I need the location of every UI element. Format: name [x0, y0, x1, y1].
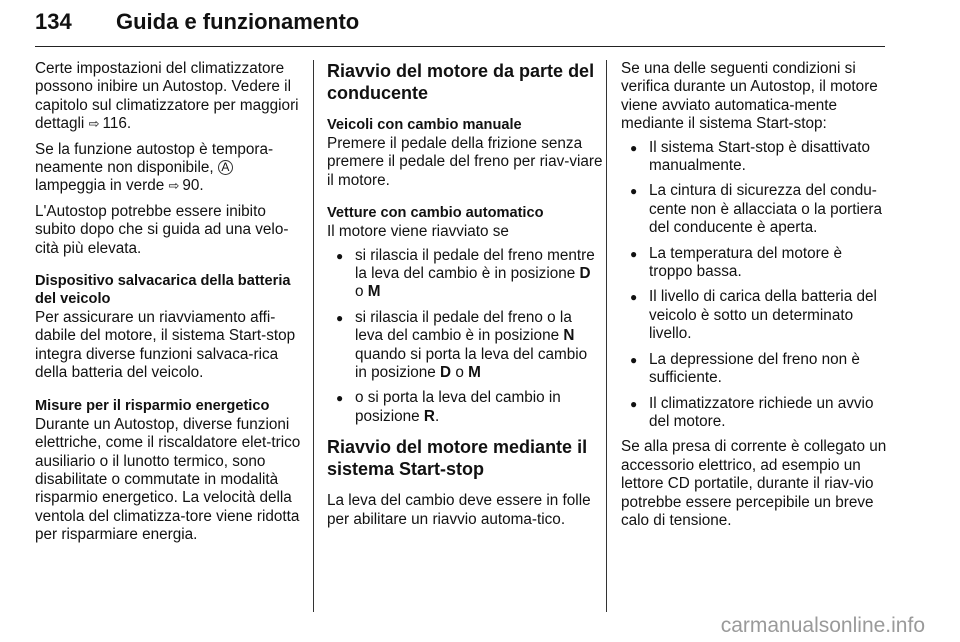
subheading-battery-saver: Dispositivo salvacarica della batteria del veicolo	[35, 273, 291, 308]
paragraph	[35, 141, 303, 196]
text: si rilascia il pedale del freno o la leva del cambio è in posizione	[355, 308, 572, 345]
watermark: carmanualsonline.info	[720, 614, 925, 637]
autostop-icon: A	[218, 160, 233, 175]
page-header	[35, 6, 885, 47]
column-divider	[606, 60, 607, 612]
gear-label: N	[563, 327, 575, 345]
page-number: 134	[35, 9, 72, 34]
list-item: ● Il sistema Start-stop è disattivato manualmente.	[621, 139, 889, 176]
list-item	[327, 389, 603, 426]
page-title: Guida e funzionamento	[116, 9, 360, 34]
paragraph: Durante un Autostop, diverse funzioni elettriche, come il riscaldatore elet-trico ausiliario o il lunotto termico, sono disabilitate o commutate in modalità risparmio energetico. La velocità della ventola del climatizza-tore viene ridotta per risparmiare energia.	[35, 415, 301, 544]
list-item	[327, 247, 603, 302]
paragraph: Se alla presa di corrente è collegato un accessorio elettrico, ad esempio un lettore CD portatile, durante il riav-vio potrebbe essere percepibile un breve calo di tensione.	[621, 438, 887, 529]
list-item: ● La cintura di sicurezza del condu-cente non è allacciata o la portiera del conducente è aperta.	[621, 182, 889, 237]
list-item: ● Il climatizzatore richiede un avvio del motore.	[621, 395, 889, 432]
paragraph: Premere il pedale della frizione senza premere il pedale del freno per riav-viare il motore.	[327, 135, 603, 189]
paragraph: Se una delle seguenti condizioni si verifica durante un Autostop, il motore viene avviato automatica-mente mediante il sistema Start-stop:	[621, 60, 878, 133]
column-3	[621, 60, 889, 537]
heading-startstop-restart: Riavvio del motore mediante il sistema Start-stop	[327, 437, 588, 480]
gear-label: M	[468, 364, 481, 382]
text: lampeggia in verde	[35, 177, 165, 195]
heading-driver-restart: Riavvio del motore da parte del conducente	[327, 61, 595, 103]
subheading-automatic: Vetture con cambio automatico	[327, 205, 544, 222]
restart-conditions-list	[327, 247, 603, 427]
text: o	[355, 283, 364, 301]
paragraph: Per assicurare un riavviamento affi-dabile del motore, il sistema Start-stop integra diverse funzioni salvaca-rica della batteria del veicolo.	[35, 309, 296, 382]
paragraph: Il motore viene riavviato se	[327, 223, 509, 241]
text: si rilascia il pedale del freno mentre la leva del cambio è in posizione	[355, 246, 595, 283]
page-ref[interactable]: 116.	[102, 115, 132, 133]
autostart-conditions-list	[621, 139, 889, 432]
list-item: ● La depressione del freno non è sufficiente.	[621, 351, 889, 388]
column-2	[327, 60, 603, 536]
gear-label: D	[440, 364, 452, 382]
gear-label: R	[423, 407, 435, 425]
list-item	[327, 309, 603, 383]
text: Se la funzione autostop è tempora-neamente non disponibile,	[35, 140, 274, 177]
text: Certe impostazioni del climatizzatore possono inibire un Autostop. Vedere il capitolo sul climatizzatore per maggiori dettagli	[35, 60, 299, 133]
paragraph: L'Autostop potrebbe essere inibito subito dopo che si guida ad una velo-cità più elevata.	[35, 202, 289, 257]
subheading-energy-saving: Misure per il risparmio energetico	[35, 397, 270, 414]
gear-label: M	[367, 283, 381, 301]
list-item: ● La temperatura del motore è troppo bassa.	[621, 245, 889, 282]
column-divider	[313, 60, 314, 612]
page-ref-arrow-icon[interactable]	[89, 115, 132, 132]
list-item: ● Il livello di carica della batteria del veicolo è sotto un determinato livello.	[621, 288, 889, 343]
text: .	[434, 407, 440, 425]
text: o si porta la leva del cambio in posizione	[355, 389, 561, 425]
paragraph: La leva del cambio deve essere in folle per abilitare un riavvio automa-tico.	[327, 492, 591, 528]
paragraph	[35, 60, 303, 134]
text: quando si porta la leva del cambio in posizione	[355, 345, 588, 382]
text: o	[455, 364, 464, 382]
page-ref[interactable]: 90.	[182, 177, 204, 195]
subheading-manual: Veicoli con cambio manuale	[327, 117, 522, 133]
column-1	[35, 60, 303, 552]
page-ref-arrow-icon[interactable]	[169, 177, 204, 194]
gear-label: D	[579, 265, 591, 283]
